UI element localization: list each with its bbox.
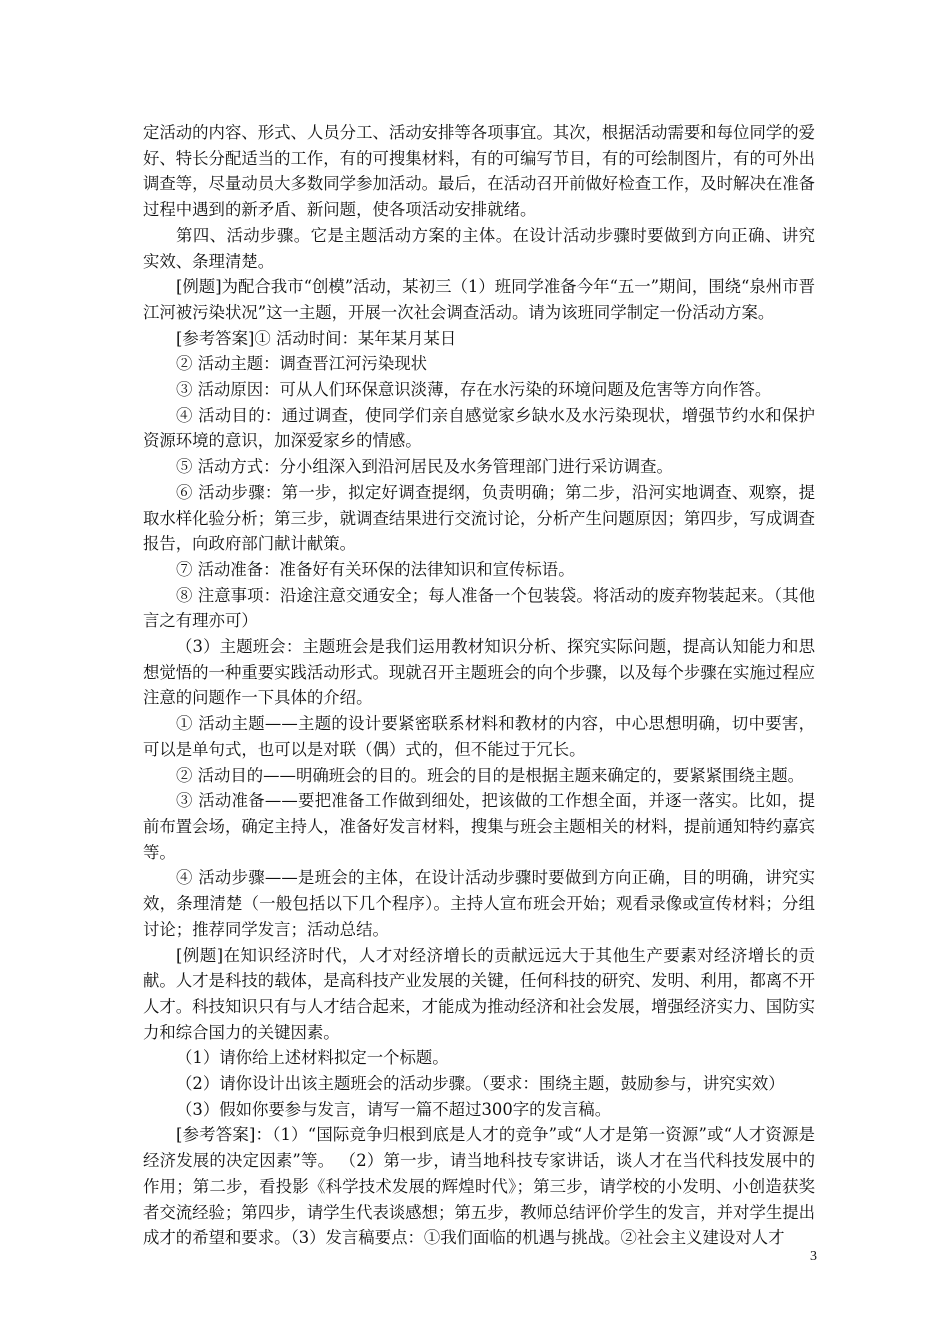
question-2: （2）请你设计出该主题班会的活动步骤。（要求：围绕主题，鼓励参与，讲究实效） [176,1074,785,1094]
answer-item-6: ⑥ 活动步骤：第一步，拟定好调查提纲，负责明确；第二步，沿河实地调查、观察，提取水样化验分析；第三步，就调查结果进行交流讨论，分析产生问题原因；第四步，写成调查报告，向政府部门献计献策。 [143,482,816,554]
paragraph-example-talent: [例题]在知识经济时代，人才对经济增长的贡献远远大于其他生产要素对经济增长的贡献。人才是科技的载体，是高科技产业发展的关键，任何科技的研究、发明、利用，都离不开人才。科技知识只有与人才结合起来，才能成为推动经济和社会发展，增强经济实力、国防实力和综合国力的关键因素。 [143,945,816,1042]
meeting-step-1: ① 活动主题——主题的设计要紧密联系材料和教材的内容，中心思想明确，切中要害，可以是单句式，也可以是对联（偶）式的，但不能过于冗长。 [143,714,815,759]
answer-item-5: ⑤ 活动方式：分小组深入到沿河居民及水务管理部门进行采访调查。 [176,457,673,477]
answer-item-4: ④ 活动目的：通过调查，使同学们亲自感觉家乡缺水及水污染现状，增强节约水和保护资源环境的意识，加深爱家乡的情感。 [143,405,815,451]
answer-item-8: ⑧ 注意事项：沿途注意交通安全；每人准备一个包装袋。将活动的废弃物装起来。（其他言之有理亦可） [143,585,815,631]
meeting-step-2: ② 活动目的——明确班会的目的。班会的目的是根据主题来确定的，要紧紧围绕主题。 [176,765,805,785]
answer-item-7: ⑦ 活动准备：准备好有关环保的法律知识和宣传标语。 [176,559,575,579]
paragraph-reference-answer: [参考答案]：（1）“国际竞争归根到底是人才的竞争”或“人才是第一资源”或“人才资源是经济发展的决定因素”等。 （2）第一步，请当地科技专家讲话，谈人才在当代科技发展中的作用；第二步，看投影《科学技术发展的辉煌时代》；第三步，请学校的小发明、小创造获奖者交流经验；第四步，请学生代表谈感想；第五步，教师总结评价学生的发言，并对学生提出成才的希望和要求。（3）发言稿要点：①我们面临的机遇与挑战。②社会主义建设对人才 [143,1125,816,1248]
answer-item-1: [参考答案]① 活动时间：某年某月某日 [176,328,457,348]
answer-item-2: ② 活动主题：调查晋江河污染现状 [176,354,428,374]
page-number: 3 [810,1249,817,1264]
answer-item-3: ③ 活动原因：可从人们环保意识淡薄，存在水污染的环境问题及危害等方向作答。 [176,380,772,400]
paragraph-continuation: 定活动的内容、形式、人员分工、活动安排等各项事宜。其次，根据活动需要和每位同学的爱好、特长分配适当的工作，有的可搜集材料，有的可编写节目，有的可绘制图片，有的可外出调查等，尽量动员大多数同学参加活动。最后，在活动召开前做好检查工作，及时解决在准备过程中遇到的新矛盾、新问题，使各项活动安排就绪。 [143,123,816,220]
paragraph-theme-class-meeting: （3）主题班会：主题班会是我们运用教材知识分析、探究实际问题，提高认知能力和思想觉悟的一种重要实践活动形式。现就召开主题班会的向个步骤，以及每个步骤在实施过程应注意的问题作一下具体的介绍。 [143,637,816,708]
paragraph-step-four: 第四、活动步骤。它是主题活动方案的主体。在设计活动步骤时要做到方向正确、讲究实效、条理清楚。 [143,225,815,271]
question-1: （1）请你给上述材料拟定一个标题。 [176,1048,449,1068]
meeting-step-4: ④ 活动步骤——是班会的主体，在设计活动步骤时要做到方向正确，目的明确，讲究实效，条理清楚（一般包括以下几个程序）。主持人宣布班会开始；观看录像或宣传材料；分组讨论；推荐同学发言；活动总结。 [143,868,815,939]
document-body [143,120,815,1251]
meeting-step-3: ③ 活动准备——要把准备工作做到细处，把该做的工作想全面，并逐一落实。比如，提前布置会场，确定主持人，准备好发言材料，搜集与班会主题相关的材料，提前通知特约嘉宾等。 [143,791,816,862]
paragraph-example-question: [例题]为配合我市“创模”活动，某初三（1）班同学准备今年“五一”期间，围绕“泉州市晋江河被污染状况”这一主题，开展一次社会调查活动。请为该班同学制定一份活动方案。 [143,277,815,322]
question-3: （3）假如你要参与发言，请写一篇不超过300字的发言稿。 [176,1099,612,1119]
